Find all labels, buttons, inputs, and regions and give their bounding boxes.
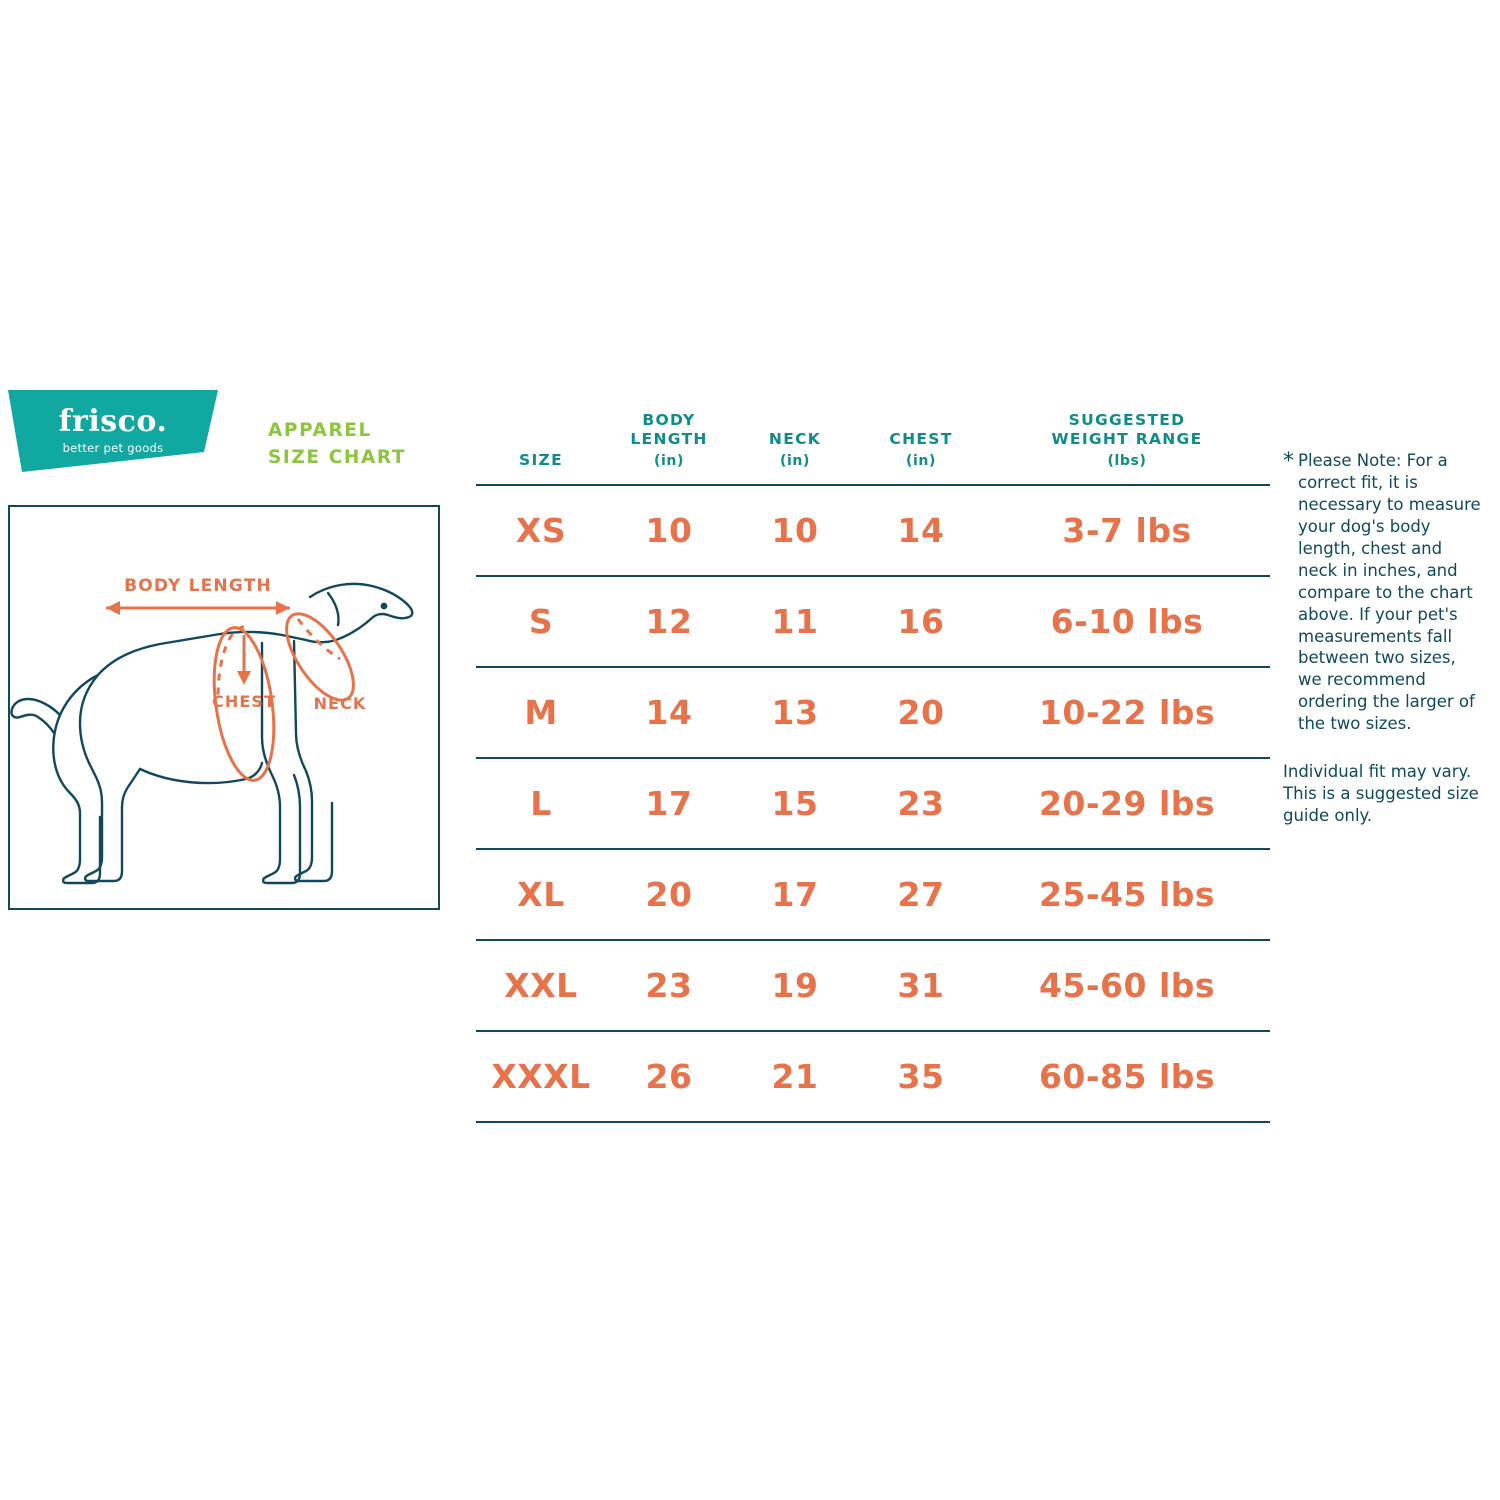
note-asterisk: * — [1283, 449, 1294, 474]
cell-neck: 13 — [771, 693, 819, 733]
cell-weight-range: 20-29 lbs — [1038, 784, 1216, 824]
cell-chest: 23 — [897, 784, 945, 824]
cell-size: XS — [515, 511, 567, 551]
unit-chest: (in) — [906, 452, 936, 469]
brand-tagline: better pet goods — [62, 441, 164, 456]
cell-body-length: 23 — [645, 966, 693, 1006]
cell-body-length: 20 — [645, 875, 693, 915]
table-header — [476, 410, 1270, 485]
cell-body-length: 10 — [645, 511, 693, 551]
cell-body-length: 26 — [645, 1057, 693, 1097]
table-row — [476, 667, 1270, 758]
note-block — [1283, 450, 1483, 827]
cell-chest: 20 — [897, 693, 945, 733]
table-row — [476, 485, 1270, 576]
note-paragraph-1: Please Note: For a correct fit, it is necessary to measure your dog's body length, chest and neck in inches, and compare to the chart above. If your pet's measurements fall between two sizes, we recommend ordering the larger of the two sizes. — [1298, 451, 1481, 734]
cell-neck: 11 — [771, 602, 819, 642]
note-paragraph-2: Individual fit may vary. This is a suggested size guide only. — [1283, 762, 1479, 826]
cell-size: XXXL — [491, 1057, 591, 1097]
column-header-chest: CHEST (in) — [858, 410, 984, 485]
cell-chest: 31 — [897, 966, 945, 1006]
table-row — [476, 758, 1270, 849]
cell-size: L — [530, 784, 552, 824]
cell-chest: 16 — [897, 602, 945, 642]
size-chart-table-wrapper — [476, 410, 1260, 1123]
unit-body-length: (in) — [654, 452, 684, 469]
column-header-size: SIZE — [519, 450, 563, 469]
column-header-weight-range: SUGGESTED WEIGHT RANGE (lbs) — [984, 410, 1270, 485]
dog-measurement-diagram — [8, 505, 440, 910]
table-row — [476, 940, 1270, 1031]
cell-weight-range: 6-10 lbs — [1050, 602, 1204, 642]
cell-size: M — [524, 693, 558, 733]
cell-size: XXL — [504, 966, 578, 1006]
brand-logo — [8, 390, 218, 480]
table-body — [476, 485, 1270, 1122]
unit-weight: (lbs) — [1107, 452, 1147, 469]
diagram-label-body-length: BODY LENGTH — [124, 576, 272, 596]
diagram-label-neck: NECK — [313, 694, 367, 713]
diagram-label-chest: CHEST — [212, 692, 276, 711]
dog-diagram-svg — [10, 507, 438, 908]
cell-weight-range: 45-60 lbs — [1038, 966, 1216, 1006]
cell-neck: 19 — [771, 966, 819, 1006]
page-title — [268, 418, 478, 472]
cell-body-length: 17 — [645, 784, 693, 824]
brand-name: frisco. — [58, 404, 168, 440]
table-header-row — [476, 410, 1270, 485]
cell-weight-range: 3-7 lbs — [1062, 511, 1192, 551]
cell-size: XL — [517, 875, 565, 915]
page-title-line2: SIZE CHART — [268, 446, 407, 468]
column-header-body-length: BODY LENGTH (in) — [606, 410, 732, 485]
size-chart-table — [476, 410, 1270, 1123]
cell-neck: 15 — [771, 784, 819, 824]
cell-chest: 14 — [897, 511, 945, 551]
cell-neck: 10 — [771, 511, 819, 551]
cell-neck: 21 — [771, 1057, 819, 1097]
cell-weight-range: 10-22 lbs — [1038, 693, 1216, 733]
column-header-neck: NECK (in) — [732, 410, 858, 485]
table-row — [476, 1031, 1270, 1122]
page-title-line1: APPAREL — [268, 420, 372, 441]
cell-chest: 35 — [897, 1057, 945, 1097]
cell-chest: 27 — [897, 875, 945, 915]
note-paragraph-1-wrap — [1283, 450, 1483, 735]
unit-neck: (in) — [780, 452, 810, 469]
cell-weight-range: 60-85 lbs — [1038, 1057, 1216, 1097]
cell-body-length: 12 — [645, 602, 693, 642]
cell-weight-range: 25-45 lbs — [1038, 875, 1216, 915]
cell-neck: 17 — [771, 875, 819, 915]
table-row — [476, 849, 1270, 940]
cell-body-length: 14 — [645, 693, 693, 733]
table-row — [476, 576, 1270, 667]
cell-size: S — [528, 602, 554, 642]
